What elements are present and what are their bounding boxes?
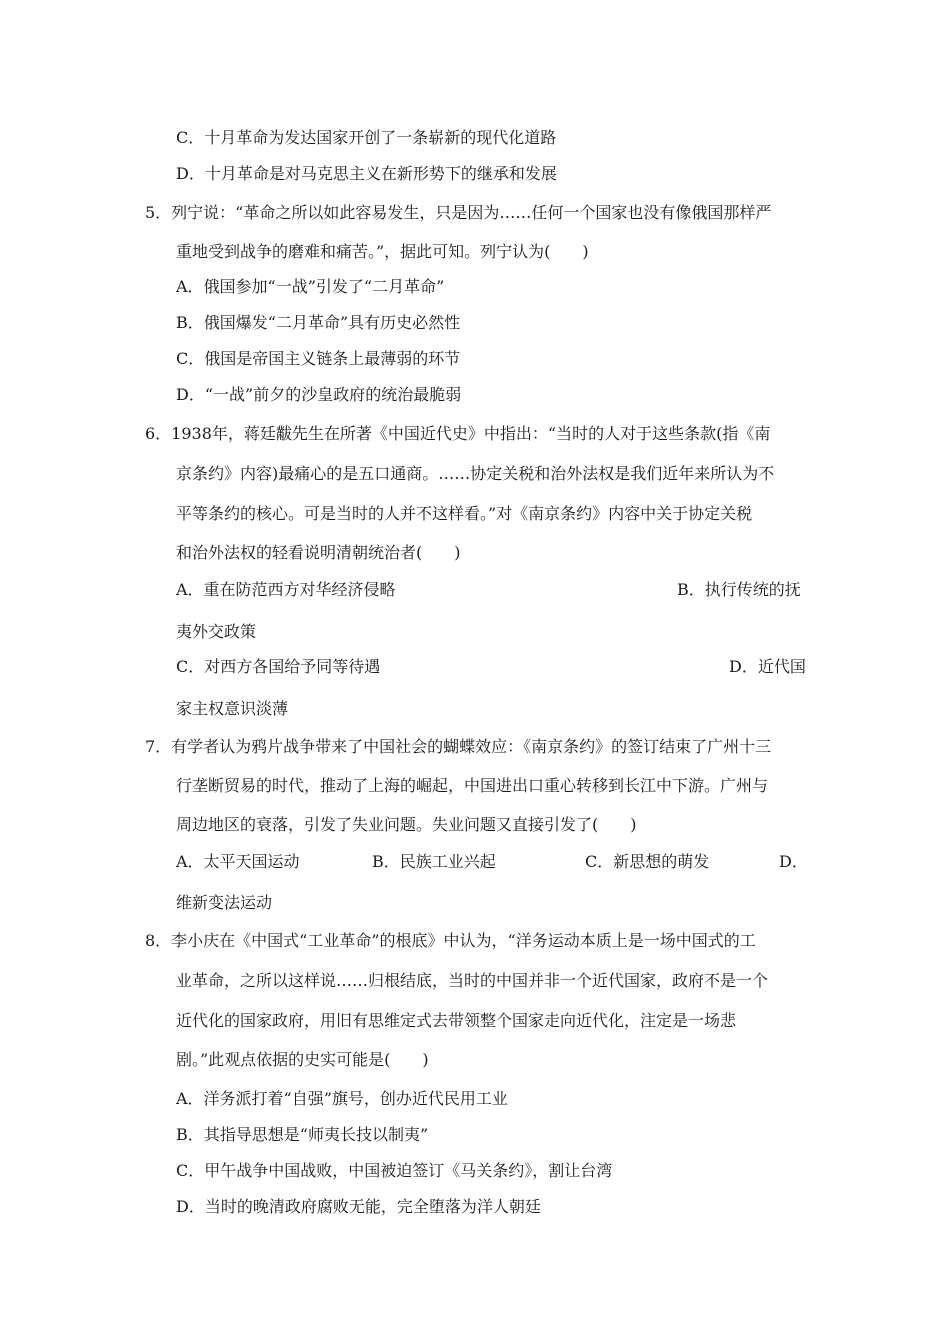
q5-option-d: D．“一战”前夕的沙皇政府的统治最脆弱 bbox=[176, 385, 462, 404]
q7-option-d: D． bbox=[779, 852, 808, 871]
q7-option-d-cont: 维新变法运动 bbox=[176, 893, 273, 912]
q7-stem-line-3: 周边地区的衰落，引发了失业问题。失业问题又直接引发了( ) bbox=[176, 815, 637, 834]
q8-stem-line-2: 业革命，之所以这样说……归根结底，当时的中国并非一个近代国家，政府不是一个 bbox=[176, 971, 769, 990]
q6-option-a: A．重在防范西方对华经济侵略 bbox=[176, 580, 396, 599]
q7-option-a: A．太平天国运动 bbox=[176, 852, 300, 871]
q8-option-d: D．当时的晚清政府腐败无能，完全堕落为洋人朝廷 bbox=[176, 1197, 541, 1216]
q5-option-c: C．俄国是帝国主义链条上最薄弱的环节 bbox=[176, 349, 461, 368]
q7-stem-line-2: 行垄断贸易的时代，推动了上海的崛起，中国进出口重心转移到长江中下游。广州与 bbox=[176, 776, 769, 795]
q7-option-b: B．民族工业兴起 bbox=[372, 852, 496, 871]
q6-stem-line-4: 和治外法权的轻看说明清朝统治者( ) bbox=[176, 543, 461, 562]
q8-stem-line-4: 剧。”此观点依据的史实可能是( ) bbox=[176, 1050, 429, 1069]
q5-option-b: B．俄国爆发“二月革命”具有历史必然性 bbox=[176, 313, 461, 332]
q6-stem-line-1: 6．1938年，蒋廷黻先生在所著《中国近代史》中指出：“当时的人对于这些条款(指《南 bbox=[145, 424, 771, 443]
q7-stem-line-1: 7．有学者认为鸦片战争带来了中国社会的蝴蝶效应：《南京条约》的签订结束了广州十三 bbox=[145, 737, 772, 756]
q8-option-a: A．洋务派打着“自强”旗号，创办近代民用工业 bbox=[176, 1089, 508, 1108]
q5-option-a: A．俄国参加“一战”引发了“二月革命” bbox=[176, 277, 445, 296]
q8-option-c: C．甲午战争中国战败，中国被迫签订《马关条约》，割让台湾 bbox=[176, 1161, 613, 1180]
q8-stem-line-1: 8．李小庆在《中国式“工业革命”的根底》中认为，“洋务运动本质上是一场中国式的工 bbox=[145, 931, 756, 950]
q6-option-c: C．对西方各国给予同等待遇 bbox=[176, 657, 381, 676]
q8-option-b: B．其指导思想是“师夷长技以制夷” bbox=[176, 1125, 429, 1144]
q6-option-b: B．执行传统的抚 bbox=[677, 580, 801, 599]
q6-option-d-cont: 家主权意识淡薄 bbox=[176, 699, 289, 718]
q6-stem-line-3: 平等条约的核心。可是当时的人并不这样看。”对《南京条约》内容中关于协定关税 bbox=[176, 504, 753, 523]
q6-option-d: D．近代国 bbox=[729, 657, 806, 676]
q6-option-b-cont: 夷外交政策 bbox=[176, 622, 257, 641]
q8-stem-line-3: 近代化的国家政府，用旧有思维定式去带领整个国家走向近代化，注定是一场悲 bbox=[176, 1011, 737, 1030]
q7-option-c: C．新思想的萌发 bbox=[585, 852, 710, 871]
q4-option-c: C．十月革命为发达国家开创了一条崭新的现代化道路 bbox=[176, 128, 557, 147]
q6-stem-line-2: 京条约》内容)最痛心的是五口通商。……协定关税和治外法权是我们近年来所认为不 bbox=[176, 464, 775, 483]
q4-option-d: D．十月革命是对马克思主义在新形势下的继承和发展 bbox=[176, 164, 557, 183]
q5-stem-line-1: 5．列宁说：“革命之所以如此容易发生，只是因为……任何一个国家也没有像俄国那样严 bbox=[145, 203, 772, 222]
q5-stem-line-2: 重地受到战争的磨难和痛苦。”，据此可知。列宁认为( ) bbox=[176, 242, 589, 261]
